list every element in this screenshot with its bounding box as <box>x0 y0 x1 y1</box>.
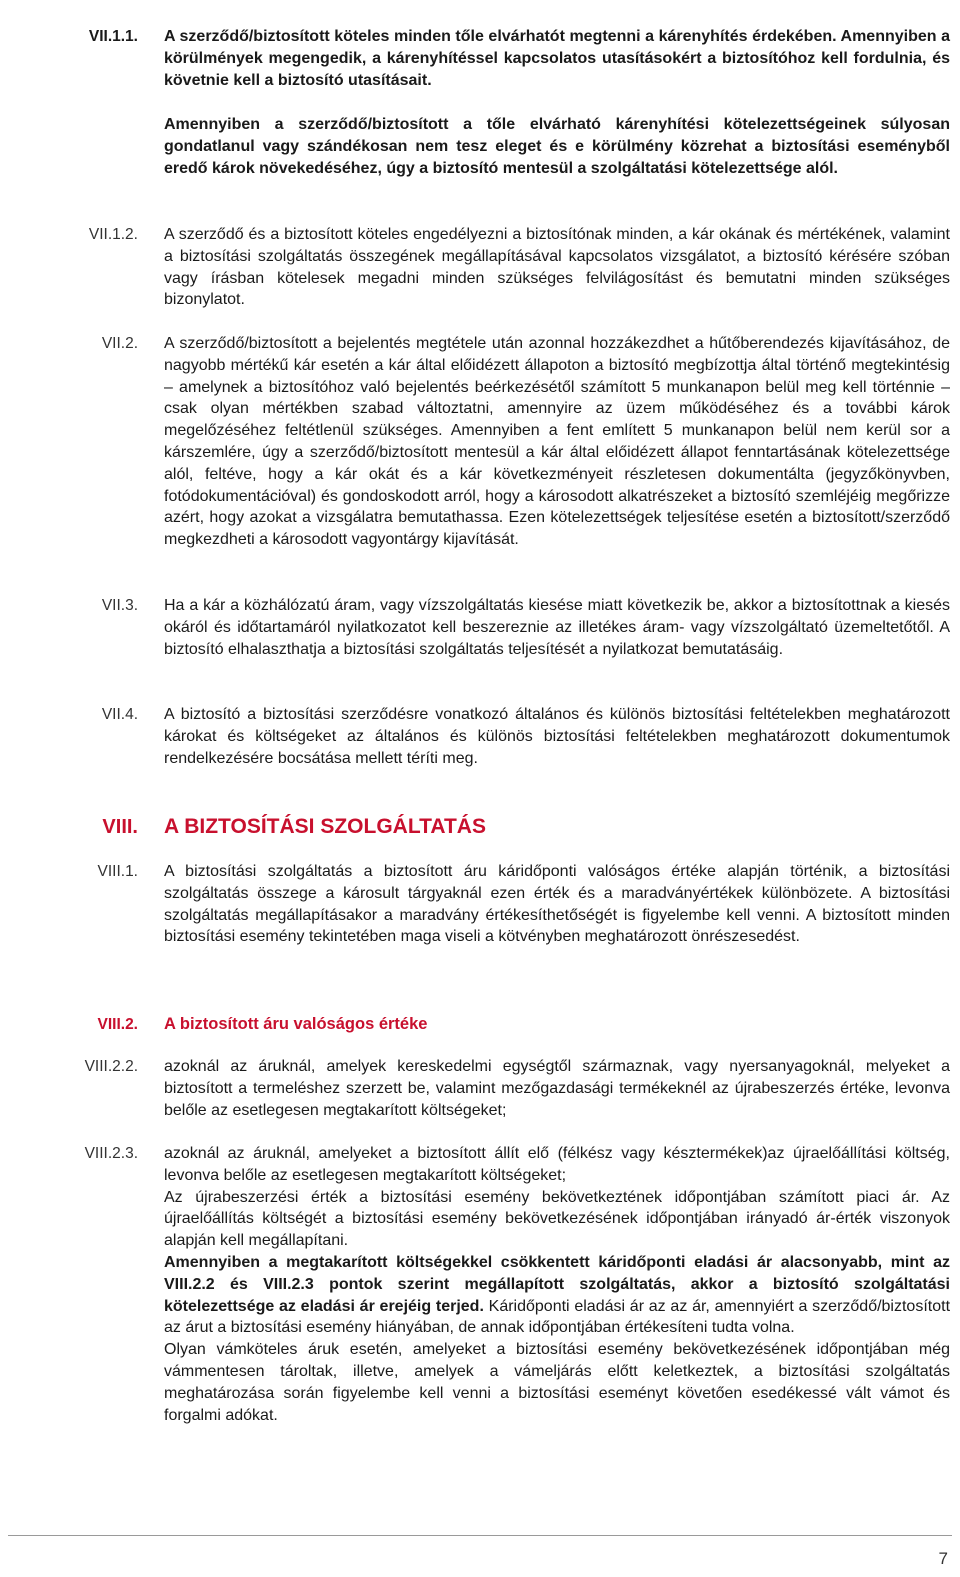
section-number: VII.1.2. <box>88 226 138 243</box>
section-number: VII.4. <box>101 706 138 723</box>
section-title: A biztosított áru valóságos értéke <box>164 1015 428 1033</box>
section-text: azoknál az áruknál, amelyek kereskedelmi egységtől származnak, vagy nyersanyagoknál, melyeket a biztosított a termeléshez szerzett be, valamint mezőgazdasági termékeknél az újrabeszerzés értéke, levonva belőle az esetlegesen megtakarított költségeket; <box>164 1058 950 1119</box>
footer-divider <box>8 1535 952 1536</box>
text: Káridőponti eladási ár az az ár, amennyiért a szerződő/biztosított az árut a biztosítási esemény hiányában, de annak időpontjában értékesíteni tudta volna. <box>164 1297 951 1337</box>
section-text: A szerződő/biztosított a bejelentés megtétele után azonnal hozzákezdhet a hűtőberendezés kijavításához, de nagyobb mértékű kár esetén a kár által előidézett állapoton a biztosító megbízottja által történő megtekintésig – amelynek a biztosítóhoz való bejelentés beérkezésétől számított 5 munkanapon belül meg kell történnie – csak olyan mértékben szabad változtatni, amennyire az üzem működéséhez és a további károk megelőzéséhez feltétlenül szükséges. Amennyiben a fent említett 5 munkanapon belül nem kerül sor a kárszemlére, úgy a szerződő/biztosított mentesül a kár által előidézett állapot fenntartásának kötelezettsége alól, feltéve, hogy a kár okát és a kár következményeit részletesen dokumentálta (jegyzőkönyvben, fotódokumentációval) és gondoskodott arról, hogy a károsodott alkatrészeket a biztosító szemléjéig megőrizze azért, hogy azokat a vizsgálatra bemutathassa. Ezen kötelezettségek teljesítése esetén a biztosított/szerződő megkezdheti a károsodott vagyontárgy kijavítását. <box>164 335 950 549</box>
section-number: VII.3. <box>101 597 138 614</box>
section-text: A szerződő és a biztosított köteles engedélyezni a biztosítónak minden, a kár okának és mértékének, valamint a biztosítási szolgáltatás összegének megállapításával kapcsolatos vizsgálatot, a biztosító kérésére szóban vagy írásban kötelesek megadni minden szükséges felvilágosítást és bemutatni minden szükséges bizonylatot. <box>164 226 950 309</box>
paragraph: Olyan vámköteles áruk esetén, amelyeket a biztosítási esemény bekövetkezésének időpontjában még vámmentesen tároltak, illetve, amelyek a vámeljárás előtt keletkeztek, a biztosítási szolgáltatás meghatározása során figyelembe kell venni a biztosítási eseményt követően esedékessé vált vámot és forgalmi adókat. <box>164 1341 950 1424</box>
section-number: VIII.1. <box>97 863 138 880</box>
bold-text: Amennyiben a megtakarított költségekkel csökkentett káridőponti eladási ár alacsonyabb, mint az VIII.2.2 és VIII.2.3 pontok szerint megállapított szolgáltatás, akkor a biztosító szolgáltatási kötelezettsége az eladási ár erejéig terjed. <box>164 1253 950 1315</box>
section-text <box>164 114 950 179</box>
section-text: A biztosító a biztosítási szerződésre vonatkozó általános és különös biztosítási feltételekben meghatározott károkat és költségeket az általános és különös biztosítási feltételekben meghatározott dokumentumok rendelkezésére bocsátása mellett téríti meg. <box>164 706 950 767</box>
section-number: VIII.2.3. <box>84 1145 138 1162</box>
section-number: VIII.2. <box>97 1016 138 1033</box>
paragraph: Amennyiben a szerződő/biztosított a tőle elvárható kárenyhítési kötelezettségeinek súlyosan gondatlanul vagy szándékosan nem tesz eleget és e körülmény közrehat a biztosítási eseményből eredő károk növekedéséhez, úgy a biztosító mentesül a szolgáltatási kötelezettsége alól. <box>164 116 950 177</box>
section-text <box>164 26 950 91</box>
paragraph: azoknál az áruknál, amelyeket a biztosított állít elő (félkész vagy késztermékek)az újraelőállítási költség, levonva belőle az esetlegesen megtakarított költségeket; <box>164 1145 950 1184</box>
section-text: A biztosítási szolgáltatás a biztosított áru káridőponti valóságos értéke alapján történik, a biztosítási szolgáltatás összege a károsult tárgyaknál ezen érték és a maradványértékek különbözete. A biztosítási szolgáltatás megállapításakor a maradvány értékesíthetőségét is figyelembe kell venni. A biztosított minden biztosítási esemény tekintetében maga viseli a kötvényben meghatározott önrészesedést. <box>164 863 950 946</box>
paragraph <box>164 1252 950 1339</box>
paragraph: A szerződő/biztosított köteles minden tőle elvárhatót megtenni a kárenyhítés érdekében. Amennyiben a körülmények megengedik, a kárenyhítéssel kapcsolatos utasításokért a biztosítóhoz kell fordulnia, és követnie kell a biztosító utasításait. <box>164 28 950 89</box>
chapter-title: A BIZTOSÍTÁSI SZOLGÁLTATÁS <box>164 815 486 838</box>
section-number: VII.2. <box>101 335 138 352</box>
chapter-number: VIII. <box>102 816 138 838</box>
paragraph: Az újrabeszerzési érték a biztosítási esemény bekövetkeztének időpontjában számított piaci ár. Az újraelőállítás költségét a biztosítási esemény bekövetkezésének időpontjában irányadó ár-érték viszonyok alapján kell megállapítani. <box>164 1188 950 1250</box>
section-number: VIII.2.2. <box>84 1058 138 1075</box>
section-number: VII.1.1. <box>88 28 138 45</box>
section-text <box>164 1143 950 1426</box>
page-number: 7 <box>938 1549 948 1568</box>
section-text: Ha a kár a közhálózatú áram, vagy vízszolgáltatás kiesése miatt következik be, akkor a biztosítottnak a kiesés okáról és időtartamáról nyilatkozatot kell beszereznie az illetékes áram- vagy vízszolgáltató üzemeltetőtől. A biztosító elhalaszthatja a biztosítási szolgáltatás teljesítését a nyilatkozat bemutatásáig. <box>164 597 950 658</box>
